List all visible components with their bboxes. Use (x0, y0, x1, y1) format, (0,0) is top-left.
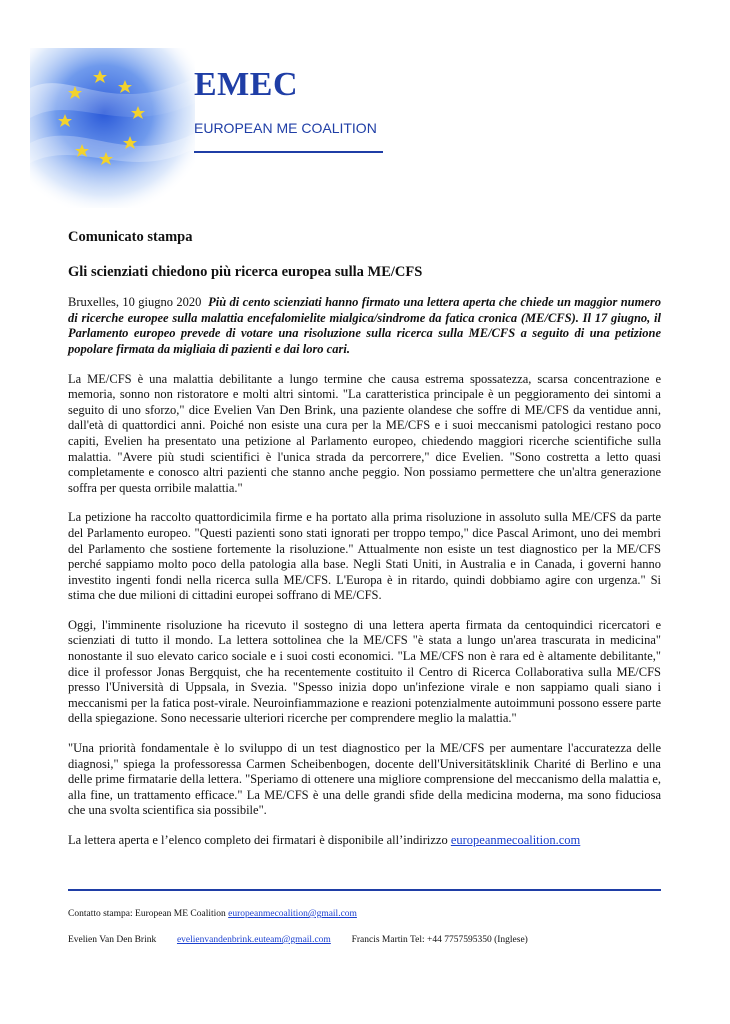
document-title: Gli scienziati chiedono più ricerca europea sulla ME/CFS (68, 263, 423, 280)
lead-place-date: Bruxelles, 10 giugno 2020 (68, 295, 202, 310)
brand-name: EMEC (194, 66, 298, 103)
brand-subtitle: EUROPEAN ME COALITION (194, 120, 377, 136)
body-paragraph: La petizione ha raccolto quattordicimila firme e ha portato alla prima risoluzione in assoluto sulla ME/CFS da parte del Parlamento europeo. "Questi pazienti sono stati ignorati per troppo tempo," dice Pascal Arimont, uno dei membri del Parlamento che sostiene fortemente la risoluzione." Attualmente non esiste un test diagnostico per la ME/CFS perché sappiamo molto poco della patologia alla base. Negli Stati Uniti, in Australia e in Canada, i governi hanno investito ingenti fondi nella ricerca sulla ME/CFS. L'Europa è in ritardo, quindi dobbiamo agire con urgenza." Si stima che due milioni di cittadini europei soffrano di ME/CFS. (68, 510, 661, 603)
contacts-line (68, 934, 668, 946)
footer-divider (68, 889, 661, 891)
lead-text: Più di cento scienziati hanno firmato una lettera aperta che chiede un maggior numero di ricerche europee sulla malattia encefalomielite mialgica/sindrome da fatica cronica (ME/CFS). Il 17 giugno, il Parlamento europeo prevede di votare una risoluzione sulla ricerca sulla ME/CFS a seguito di una petizione popolare firmata da migliaia di pazienti e dai loro cari. (68, 295, 661, 356)
press-release-body (68, 230, 661, 863)
contact2-info: Francis Martin Tel: +44 7757595350 (Inglese) (351, 935, 528, 945)
document-label: Comunicato stampa (68, 229, 193, 245)
contact1-email-link[interactable]: evelienvandenbrink.euteam@gmail.com (176, 935, 331, 945)
emec-logo-flag-image (30, 48, 195, 208)
press-contact-email-link[interactable]: europeanmecoalition@gmail.com (228, 909, 357, 919)
body-paragraph: Oggi, l'imminente risoluzione ha ricevuto il sostegno di una lettera aperta firmata da centoquindici ricercatori e scienziati di tutto il mondo. La lettera sottolinea che la ME/CFS "è stata a lungo un'area trascurata in medicina" nonostante il suo elevato carico sociale e i suoi costi economici. "La ME/CFS non è rara ed è altamente debilitante," dice il professor Jonas Bergquist, che ha recentemente costituito il Centro di Ricerca Collaborativa sulla ME/CFS presso l'Università di Uppsala, in Svezia. "Spesso inizia dopo un'infezione virale e non sappiamo quali siano i meccanismi per la fatica post-virale. Neuroinfiammazione e reazioni potenzialmente autoimmuni possono essere parte della spiegazione. Sono necessarie ulteriori ricerche per comprendere meglio la malattia." (68, 617, 661, 726)
contact1-name: Evelien Van Den Brink (68, 935, 157, 945)
press-contact-line (68, 908, 668, 920)
closing-text: La lettera aperta e l’elenco completo dei firmatari è disponibile all’indirizzo (68, 833, 448, 847)
body-paragraph: "Una priorità fondamentale è lo sviluppo di un test diagnostico per la ME/CFS per aumentare l'accuratezza delle diagnosi," spiega la professoressa Carmen Scheibenbogen, docente dell'Universitätsklinik Charité di Berlino e una delle prime firmatarie della lettera. "Speriamo di ottenere una migliore comprensione del meccanismo della malattia e, alla fine, un trattamento efficace." La ME/CFS è una delle grandi sfide della medicina moderna, ma sono fiduciosa che una svolta scientifica sia possibile". (68, 741, 661, 818)
header-divider (194, 151, 383, 153)
body-paragraph: La ME/CFS è una malattia debilitante a lungo termine che causa estrema spossatezza, scarsa concentrazione e memoria, sonno non ristoratore e molti altri sintomi. "La caratteristica principale è un peggioramento dei sintomi a seguito di uno sforzo," dice Evelien Van Den Brink, una paziente olandese che soffre di ME/CFS da ventidue anni, dall'età di quattordici anni. Poiché non esiste una cura per la ME/CFS e i suoi meccanismi patologici restano poco capiti, Evelien ha presentato una petizione al Parlamento europeo, chiedendo maggiori ricerche scientifiche sulla malattia. "Avere più studi scientifici è l'unica strada da percorrere," dice Evelien. "Sono costretta a letto quasi completamente e conosco altri pazienti che stanno anche peggio. Non possiamo permettere che un'altra generazione soffra per questa orribile malattia." (68, 371, 661, 495)
website-link[interactable]: europeanmecoalition.com (450, 833, 581, 847)
lead-paragraph (68, 295, 661, 357)
closing-paragraph (68, 833, 661, 849)
press-contact-label: Contatto stampa: European ME Coalition (68, 909, 226, 919)
